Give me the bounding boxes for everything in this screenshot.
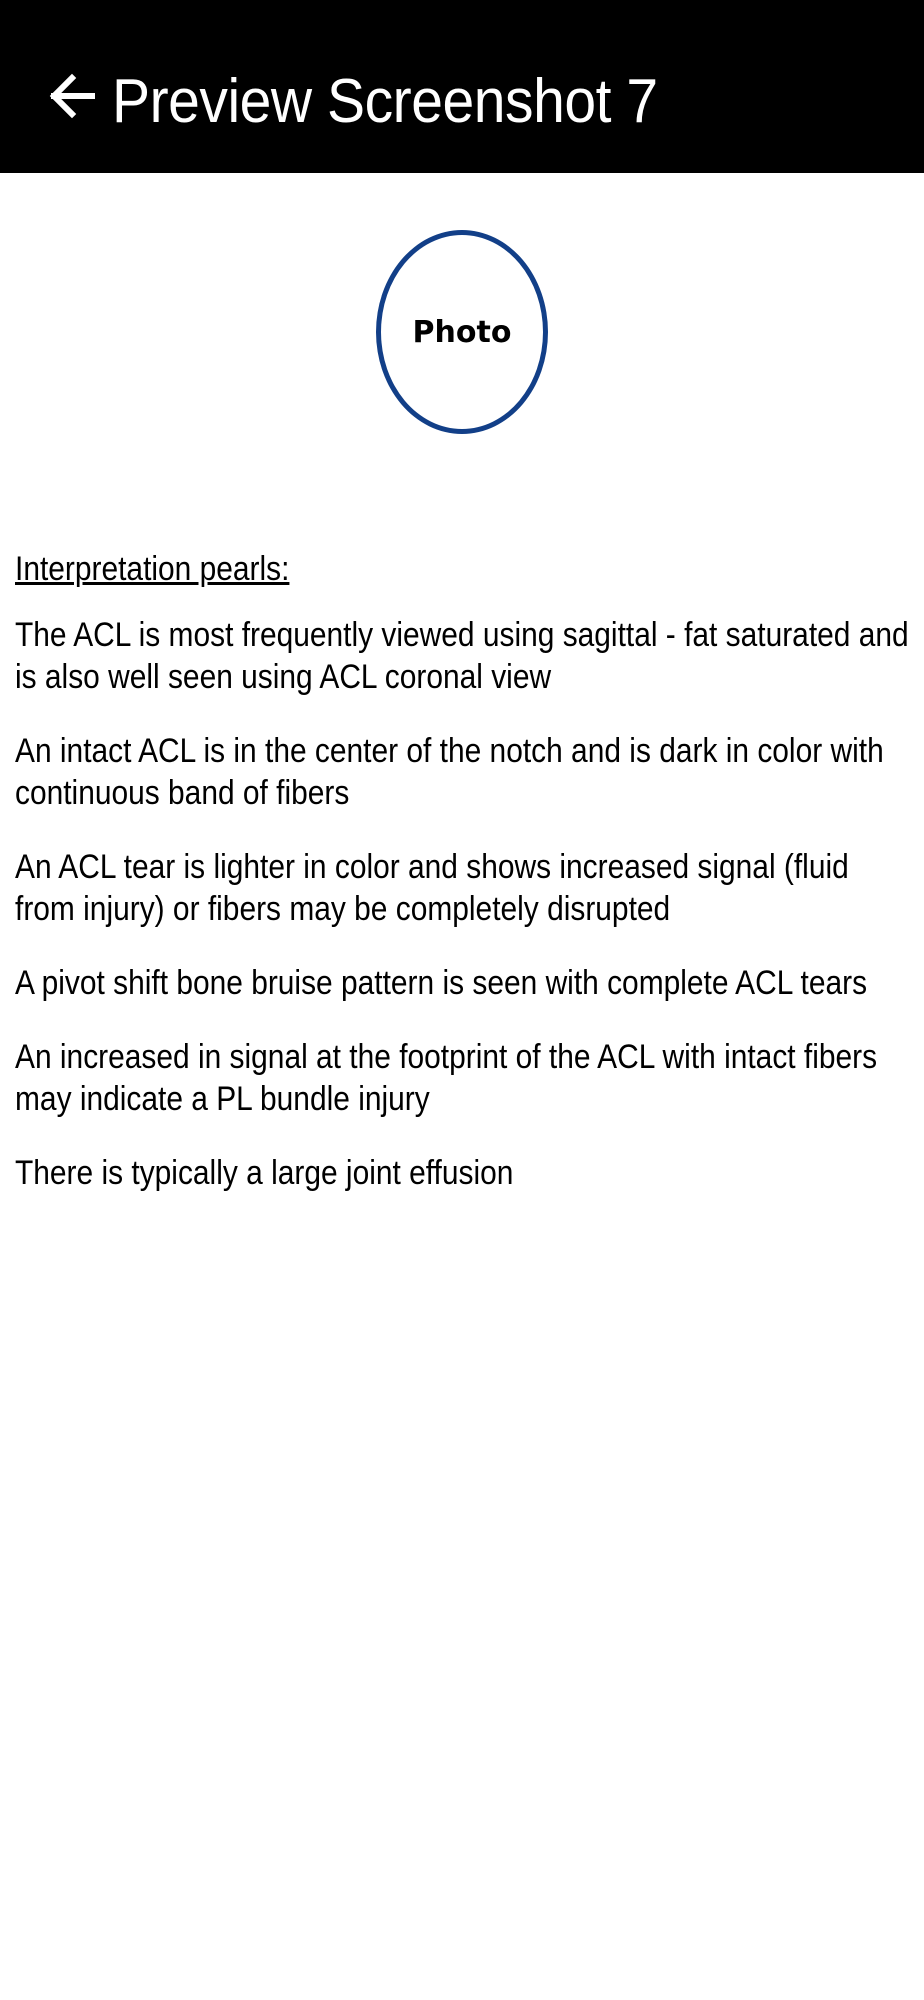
pearl-item: An increased in signal at the footprint of the ACL with intact fibers may indicate a PL bundle injury xyxy=(15,1038,878,1118)
photo-label: Photo xyxy=(412,314,512,350)
arrow-left-icon xyxy=(46,70,98,122)
page-title: Preview Screenshot 7 xyxy=(112,67,658,136)
pearl-item: An ACL tear is lighter in color and shows increased signal (fluid from injury) or fibers may be completely disrupted xyxy=(15,848,849,928)
back-button[interactable] xyxy=(44,68,100,124)
pearl-item: A pivot shift bone bruise pattern is seen with complete ACL tears xyxy=(15,964,868,1002)
pearl-item: An intact ACL is in the center of the notch and is dark in color with continuous band of fibers xyxy=(15,732,884,812)
app-bar xyxy=(0,0,924,173)
pearl-item: The ACL is most frequently viewed using sagittal - fat saturated and is also well seen using ACL coronal view xyxy=(15,616,909,696)
photo-button[interactable] xyxy=(376,230,548,434)
pearl-item: There is typically a large joint effusion xyxy=(15,1154,514,1192)
pearls-section xyxy=(15,548,915,1226)
section-heading: Interpretation pearls: xyxy=(15,550,290,588)
